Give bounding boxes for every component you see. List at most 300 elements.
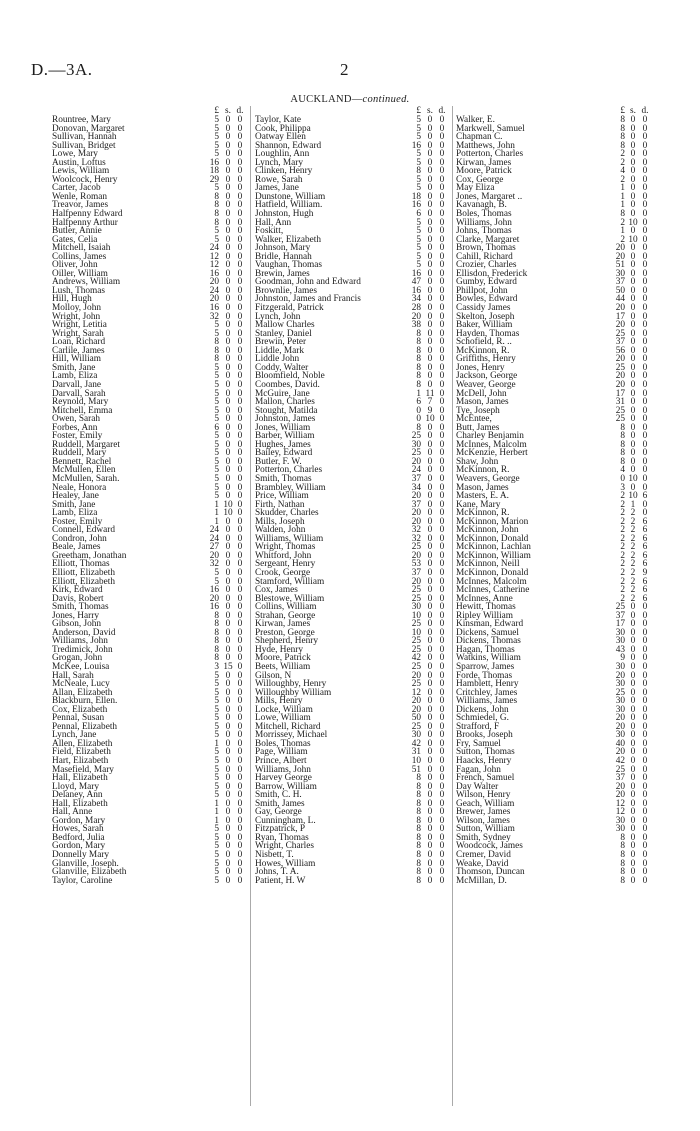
entry-pounds: 30 <box>411 730 421 741</box>
entry-shillings: 0 <box>427 636 433 647</box>
entry-pounds: 20 <box>209 550 219 561</box>
entry-name: Brown, Thomas <box>456 243 516 254</box>
entry-shillings: 0 <box>225 337 231 348</box>
entry-shillings: 0 <box>630 303 636 314</box>
entry-shillings: 2 <box>630 567 636 578</box>
entry-pence: 0 <box>237 704 243 715</box>
entry-pounds: 32 <box>209 559 219 570</box>
entry-pence: 0 <box>237 431 243 442</box>
entry-pounds: 1 <box>620 191 625 202</box>
entry-pence: 0 <box>237 448 243 459</box>
entry-name: Mills, Joseph <box>255 516 305 527</box>
entry-pence: 0 <box>642 807 648 818</box>
entry-name: Walden, John <box>255 525 306 536</box>
entry-pence: 0 <box>439 115 445 125</box>
entry-shillings: 0 <box>225 174 231 185</box>
entry-pounds: 5 <box>416 123 421 134</box>
entry-name: Whitford, John <box>255 550 312 561</box>
entry-name: McEntee, <box>456 414 492 425</box>
entry-name: Butler, Annie <box>52 226 102 237</box>
entry-name: Schofield, R. .. <box>456 337 512 348</box>
entry-pounds: 29 <box>209 174 219 185</box>
entry-pounds: 1 <box>214 815 219 826</box>
entry-pounds: 12 <box>209 260 219 271</box>
entry-shillings: 0 <box>630 174 636 185</box>
entry-pence: 0 <box>237 687 243 698</box>
entry-name: Crook, George <box>255 567 311 578</box>
entry-pence: 0 <box>642 679 648 690</box>
entry-pounds: 20 <box>615 251 625 262</box>
entry-name: Lush, Thomas <box>52 285 106 296</box>
entry-name: Jones, Henry <box>456 362 505 373</box>
entry-name: Pennal, Elizabeth <box>52 721 118 732</box>
entry-name: Johnson, Mary <box>255 243 311 254</box>
entry-pounds: 27 <box>209 542 219 553</box>
entry-name: Critchley, James <box>456 687 518 698</box>
entry-shillings: 0 <box>630 867 636 878</box>
entry-name: Morrissey, Michael <box>255 730 328 741</box>
entry-pounds: 30 <box>615 696 625 707</box>
entry-name: Ripley William <box>456 610 514 621</box>
entry-name: Dickens, Samuel <box>456 627 519 638</box>
entry-name: Williams, John <box>255 764 311 775</box>
entry-pence: 0 <box>439 850 445 861</box>
entry-pounds: 34 <box>411 482 421 493</box>
entry-name: Kirk, Edward <box>52 585 103 596</box>
entry-shillings: 0 <box>225 294 231 305</box>
entry-pounds: 8 <box>416 832 421 843</box>
entry-pence: 0 <box>642 294 648 305</box>
entry-shillings: 0 <box>225 679 231 690</box>
entry-name: McMullen, Ellen <box>52 465 116 476</box>
entry-pounds: 8 <box>416 850 421 861</box>
entry-shillings: 10 <box>425 414 435 425</box>
entry-name: Goodman, John and Edward <box>255 277 361 288</box>
entry-name: Brooks, Joseph <box>456 730 513 741</box>
entry-pence: 0 <box>439 610 445 621</box>
entry-name: Preston, George <box>255 627 315 638</box>
entry-pence: 0 <box>237 824 243 835</box>
entry-pence: 0 <box>439 397 445 408</box>
entry-shillings: 0 <box>225 687 231 698</box>
entry-pence: 0 <box>642 508 648 519</box>
entry-pounds: 2 <box>620 234 625 245</box>
entry-shillings: 0 <box>225 696 231 707</box>
entry-pence: 0 <box>642 790 648 801</box>
entry-shillings: 0 <box>225 525 231 536</box>
entry-shillings: 0 <box>427 730 433 741</box>
entry-shillings: 0 <box>225 132 231 143</box>
entry-pounds: 8 <box>214 627 219 638</box>
entry-shillings: 0 <box>225 756 231 767</box>
entry-pence: 0 <box>642 166 648 177</box>
entry-name: Moore, Patrick <box>456 166 512 177</box>
entry-pounds: 20 <box>411 670 421 681</box>
entry-name: Kavanagh, B. <box>456 200 507 211</box>
entry-pounds: 8 <box>214 209 219 220</box>
entry-pounds: 32 <box>411 533 421 544</box>
entry-pence: 0 <box>439 773 445 784</box>
entry-shillings: 0 <box>630 653 636 664</box>
entry-pounds: 8 <box>214 653 219 664</box>
entry-shillings: 0 <box>630 627 636 638</box>
entry-pounds: 25 <box>411 644 421 655</box>
entry-pounds: 5 <box>214 576 219 587</box>
entry-name: Wright, Thomas <box>255 542 316 553</box>
entry-pence: 0 <box>439 303 445 314</box>
entry-pounds: 25 <box>615 764 625 775</box>
entry-name: Hughes, James <box>255 439 311 450</box>
entry-pence: 0 <box>439 832 445 843</box>
entry-shillings: 0 <box>630 388 636 399</box>
entry-shillings: 0 <box>427 815 433 826</box>
entry-pence: 0 <box>439 730 445 741</box>
entry-pounds: 43 <box>615 644 625 655</box>
entry-name: Fitzpatrick, P <box>255 824 306 835</box>
entry-pence: 0 <box>237 593 243 604</box>
entry-shillings: 0 <box>427 747 433 758</box>
entry-name: Molloy, John <box>52 303 101 314</box>
entry-pounds: 24 <box>411 465 421 476</box>
entry-shillings: 0 <box>630 747 636 758</box>
entry-name: Hamblett, Henry <box>456 679 519 690</box>
entry-shillings: 0 <box>225 610 231 621</box>
entry-name: Collins, James <box>52 251 107 262</box>
entry-shillings: 2 <box>630 516 636 527</box>
entry-name: Markwell, Samuel <box>456 123 525 134</box>
entry-pounds: 20 <box>615 670 625 681</box>
entry-pounds: 50 <box>411 713 421 724</box>
entry-pounds: 5 <box>214 328 219 339</box>
entry-pounds: 30 <box>615 627 625 638</box>
entry-pounds: 30 <box>615 268 625 279</box>
entry-name: McInnes, Anne <box>456 593 513 604</box>
entry-pounds: 8 <box>416 781 421 792</box>
entry-shillings: 0 <box>225 157 231 168</box>
entry-pence: 0 <box>439 738 445 749</box>
entry-name: Smith, C. H. <box>255 790 302 801</box>
entry-shillings: 0 <box>225 559 231 570</box>
entry-pence: 9 <box>642 567 648 578</box>
entry-name: Strahan, George <box>255 610 316 621</box>
entry-pence: 0 <box>642 756 648 767</box>
entry-pence: 0 <box>642 379 648 390</box>
entry-pounds: 5 <box>214 226 219 237</box>
entry-shillings: 0 <box>225 841 231 852</box>
entry-pounds: 4 <box>620 166 625 177</box>
entry-shillings: 2 <box>630 559 636 570</box>
entry-name: Kirwan, James <box>255 619 311 630</box>
entry-pounds: 5 <box>214 115 219 125</box>
entry-pence: 0 <box>642 636 648 647</box>
entry-shillings: 2 <box>630 576 636 587</box>
entry-shillings: 0 <box>427 200 433 211</box>
entry-shillings: 0 <box>427 123 433 134</box>
entry-shillings: 10 <box>223 508 233 519</box>
entry-name: Dunstone, William <box>255 191 326 202</box>
entry-pounds: 8 <box>214 354 219 365</box>
entry-name: Johnston, James <box>255 414 316 425</box>
entry-name: Barber, William <box>255 431 315 442</box>
entry-pence: 6 <box>642 491 648 502</box>
entry-pounds: 5 <box>214 713 219 724</box>
entry-name: Gates, Celia <box>52 234 98 245</box>
entry-shillings: 15 <box>223 662 233 672</box>
entry-name: Woolcock, Henry <box>52 174 118 185</box>
entry-name: Thomson, Duncan <box>456 867 525 878</box>
entry-pounds: 5 <box>214 832 219 843</box>
entry-pounds: 30 <box>615 730 625 741</box>
entry-pence: 0 <box>439 439 445 450</box>
entry-shillings: 0 <box>427 294 433 305</box>
entry-pounds: 25 <box>411 448 421 459</box>
entry-name: Cook, Philippa <box>255 123 311 134</box>
entry-shillings: 0 <box>630 465 636 476</box>
entry-pounds: 8 <box>416 337 421 348</box>
entry-shillings: 0 <box>225 388 231 399</box>
entry-name: Hatfield, William. <box>255 200 323 211</box>
pence-label: d. <box>438 106 446 116</box>
entry-pence: 0 <box>642 670 648 681</box>
entry-pounds: 37 <box>411 499 421 510</box>
entry-name: Hill, William <box>52 354 102 365</box>
entry-shillings: 0 <box>630 354 636 365</box>
entry-name: Brewin, Peter <box>255 337 307 348</box>
entry-pence: 0 <box>642 191 648 202</box>
entry-shillings: 0 <box>427 140 433 151</box>
entry-name: Cox, James <box>255 585 298 596</box>
entry-pence: 6 <box>642 525 648 536</box>
entry-pounds: 8 <box>620 832 625 843</box>
entry-name: Johns, Thomas <box>456 226 512 237</box>
entry-pounds: 2 <box>620 491 625 502</box>
entry-name: Jackson, George <box>456 371 518 382</box>
entry-pounds: 42 <box>411 653 421 664</box>
entry-shillings: 2 <box>630 542 636 553</box>
entry-pounds: 8 <box>416 371 421 382</box>
entry-shillings: 0 <box>630 764 636 775</box>
entry-name: Hewitt, Thomas <box>456 602 516 613</box>
entry-pounds: 2 <box>620 499 625 510</box>
entry-name: Phillpot, John <box>456 285 508 296</box>
entry-pence: 0 <box>237 832 243 843</box>
entry-pence: 0 <box>237 362 243 373</box>
entry-pence: 0 <box>642 243 648 254</box>
entry-shillings: 0 <box>225 653 231 664</box>
entry-shillings: 0 <box>225 115 231 125</box>
entry-pence: 0 <box>439 585 445 596</box>
entry-shillings: 0 <box>630 285 636 296</box>
entry-name: Sutton, William <box>456 824 515 835</box>
entry-pounds: 8 <box>416 328 421 339</box>
entry-pence: 0 <box>642 730 648 741</box>
entry-pounds: 30 <box>411 602 421 613</box>
entry-pounds: 8 <box>416 166 421 177</box>
entry-name: McInnes, Malcolm <box>456 439 527 450</box>
entry-name: Liddle John <box>255 354 300 365</box>
entry-pounds: 25 <box>411 585 421 596</box>
entry-pounds: 12 <box>615 807 625 818</box>
entry-name: Lowe, Mary <box>52 149 98 160</box>
entry-shillings: 0 <box>225 602 231 613</box>
entry-name: McKinnon, R. <box>456 345 510 356</box>
entry-shillings: 0 <box>427 183 433 194</box>
entry-pounds: 42 <box>411 738 421 749</box>
entry-pence: 0 <box>439 379 445 390</box>
entry-pence: 0 <box>439 550 445 561</box>
entry-name: Forbes, Ann <box>52 422 98 433</box>
entry-name: Delaney, Ann <box>52 790 103 801</box>
entry-name: Mason, James <box>456 397 509 408</box>
entry-shillings: 0 <box>427 798 433 809</box>
entry-pence: 0 <box>642 209 648 220</box>
entry-pence: 0 <box>642 832 648 843</box>
entry-pounds: 20 <box>615 243 625 254</box>
entry-pounds: 8 <box>416 841 421 852</box>
entry-name: Elliott, Elizabeth <box>52 576 115 587</box>
entry-pounds: 25 <box>411 431 421 442</box>
entry-pence: 6 <box>642 585 648 596</box>
entry-shillings: 0 <box>225 764 231 775</box>
entry-pounds: 6 <box>416 397 421 408</box>
entry-pounds: 1 <box>214 499 219 510</box>
entry-pounds: 5 <box>214 140 219 151</box>
entry-name: Lowe, William <box>255 713 311 724</box>
entry-pence: 0 <box>642 747 648 758</box>
entry-shillings: 0 <box>630 320 636 331</box>
entry-pounds: 25 <box>411 636 421 647</box>
entry-pounds: 8 <box>416 867 421 878</box>
entry-name: Cremer, David <box>456 850 511 861</box>
entry-pence: 0 <box>237 508 243 519</box>
entry-name: Wenle, Roman <box>52 191 108 202</box>
entry-pence: 0 <box>642 704 648 715</box>
entry-name: Field, Elizabeth <box>52 747 111 758</box>
entry-pence: 0 <box>237 328 243 339</box>
entry-pounds: 5 <box>214 397 219 408</box>
entry-name: Allen, Elizabeth <box>52 738 113 749</box>
entry-pounds: 8 <box>620 850 625 861</box>
entry-shillings: 0 <box>427 602 433 613</box>
entry-name: Wright, Charles <box>255 841 315 852</box>
entry-name: Foskitt, <box>255 226 284 237</box>
entry-pounds: 24 <box>209 285 219 296</box>
entry-name: Smith, Jane <box>52 362 96 373</box>
entry-pence: 0 <box>642 268 648 279</box>
entry-name: Beets, William <box>255 662 311 672</box>
entry-shillings: 0 <box>630 730 636 741</box>
entry-name: McKinnon, Marion <box>456 516 529 527</box>
entry-pounds: 5 <box>214 362 219 373</box>
entry-name: Williams, John <box>456 217 512 228</box>
entry-name: Lynch, John <box>255 311 301 322</box>
entry-shillings: 0 <box>225 491 231 502</box>
entry-shillings: 0 <box>630 251 636 262</box>
entry-pence: 0 <box>237 174 243 185</box>
entry-name: Grogan, John <box>52 653 103 664</box>
entry-name: Boles, Thomas <box>456 209 512 220</box>
entry-pounds: 30 <box>615 704 625 715</box>
entry-pounds: 25 <box>615 328 625 339</box>
entry-pence: 0 <box>439 371 445 382</box>
entry-pence: 0 <box>237 132 243 143</box>
entry-shillings: 0 <box>630 397 636 408</box>
entry-shillings: 0 <box>427 354 433 365</box>
entry-shillings: 0 <box>427 644 433 655</box>
entry-name: McInnes, Malcolm <box>456 576 527 587</box>
entry-pence: 0 <box>439 696 445 707</box>
entry-pence: 0 <box>642 687 648 698</box>
entry-pounds: 0 <box>416 414 421 425</box>
entry-pounds: 25 <box>411 662 421 672</box>
entry-pence: 0 <box>439 191 445 202</box>
entry-pounds: 8 <box>620 140 625 151</box>
entry-pence: 0 <box>439 268 445 279</box>
entry-pounds: 6 <box>214 422 219 433</box>
entry-name: Jones, William <box>255 422 311 433</box>
entry-name: Foster, Emily <box>52 431 103 442</box>
entry-shillings: 0 <box>427 362 433 373</box>
entry-name: Clarke, Margaret <box>456 234 520 245</box>
entry-pence: 0 <box>439 431 445 442</box>
entry-name: Day Walter <box>456 781 499 792</box>
entry-pounds: 50 <box>615 285 625 296</box>
entry-name: Davis, Robert <box>52 593 104 604</box>
entry-pence: 0 <box>237 140 243 151</box>
entry-shillings: 0 <box>427 781 433 792</box>
entry-name: Darvall, Jane <box>52 379 102 390</box>
entry-pounds: 5 <box>416 226 421 237</box>
entry-pence: 0 <box>642 875 648 886</box>
entry-name: Watkins, William <box>456 653 521 664</box>
entry-pence: 0 <box>642 388 648 399</box>
entry-shillings: 0 <box>225 465 231 476</box>
entry-pence: 0 <box>642 311 648 322</box>
entry-name: Walker, Elizabeth <box>255 234 321 245</box>
entry-name: Firth, Nathan <box>255 499 305 510</box>
entry-pounds: 8 <box>620 431 625 442</box>
entry-shillings: 0 <box>427 337 433 348</box>
entry-pounds: 1 <box>620 200 625 211</box>
entry-pounds: 17 <box>615 619 625 630</box>
entry-shillings: 0 <box>630 756 636 767</box>
entry-name: Gilson, N <box>255 670 292 681</box>
entry-name: Smith, Sydney <box>456 832 511 843</box>
entry-shillings: 0 <box>225 311 231 322</box>
entry-pounds: 56 <box>615 345 625 356</box>
entry-pounds: 1 <box>214 516 219 527</box>
entry-pounds: 18 <box>411 191 421 202</box>
entry-name: Williams, William <box>255 533 324 544</box>
entry-pence: 0 <box>439 619 445 630</box>
entry-shillings: 0 <box>630 875 636 886</box>
entry-shillings: 0 <box>427 653 433 664</box>
entry-shillings: 0 <box>225 328 231 339</box>
entry-shillings: 0 <box>427 542 433 553</box>
entry-pence: 0 <box>237 533 243 544</box>
entry-shillings: 0 <box>630 414 636 425</box>
entry-pence: 0 <box>642 713 648 724</box>
entry-pence: 0 <box>237 388 243 399</box>
entry-pence: 0 <box>237 670 243 681</box>
entry-shillings: 0 <box>427 764 433 775</box>
entry-name: McKinnon, Donald <box>456 567 529 578</box>
entry-pence: 0 <box>237 320 243 331</box>
entry-name: Cox, George <box>456 174 504 185</box>
entry-pounds: 5 <box>214 320 219 331</box>
entry-name: Charley Benjamin <box>456 431 524 442</box>
entry-pence: 0 <box>237 294 243 305</box>
